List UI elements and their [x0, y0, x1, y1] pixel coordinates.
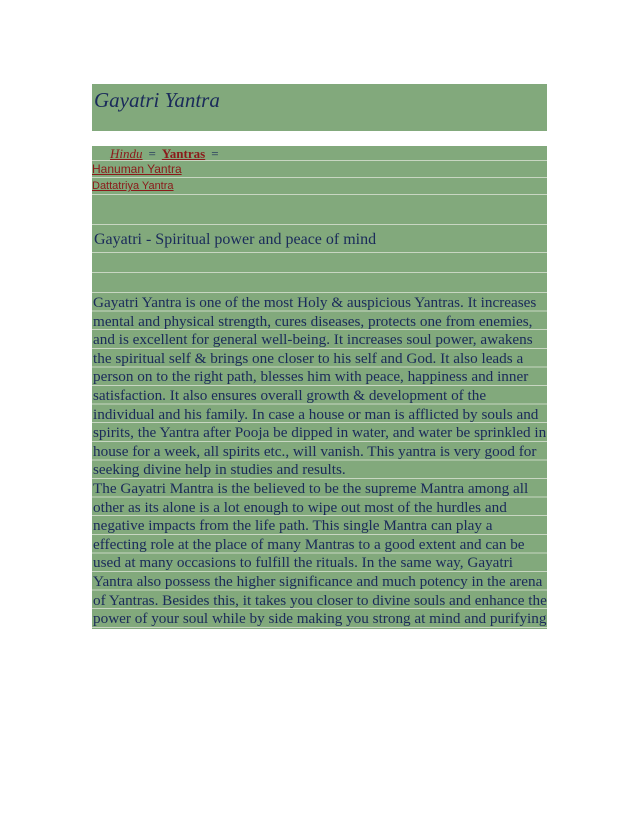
page-title: Gayatri Yantra	[94, 88, 220, 112]
separator: =	[211, 146, 219, 161]
paragraph: Gayatri Yantra is one of the most Holy & auspicious Yantras. It increases mental and physical strength, cures diseases, protects one from enemies, and is excellent for general well-being. It increases soul power, awakens the spiritual self & brings one closer to his self and God. It also leads a person on to the right path, blesses him with peace, happiness and inner satisfaction. It also ensures overall growth & development of the individual and his family. In case a house or man is afflicted by souls and spirits, the Yantra after Pooja be dipped in water, and water be sprinkled in house for a week, all spirits etc., will vanish. This yantra is very good for seeking divine help in studies and results.	[93, 294, 547, 479]
paragraph: The Gayatri Mantra is the believed to be the supreme Mantra among all other as its alone is a lot enough to wipe out most of the hurdles and negative impacts from the life path. This single Mantra can play a effecting role at the place of many Mantras to a good extent and can be used at many occasions to fulfill the rituals. In the same way, Gayatri Yantra also possess the higher significance and much potency in the arena of Yantras. Besides this, it takes you closer to divine souls and enhance the power of your soul while by side making you strong at mind and purifying	[93, 479, 547, 628]
title-row	[92, 84, 547, 131]
spacer	[92, 131, 547, 146]
yantras-link[interactable]: Yantras	[161, 146, 206, 161]
separator: =	[148, 146, 156, 161]
empty-row	[92, 195, 547, 225]
empty-row	[92, 253, 547, 273]
nav-row	[92, 146, 547, 161]
breadcrumb	[110, 146, 225, 161]
hindu-link[interactable]: Hindu	[110, 146, 143, 161]
document-sheet	[92, 84, 547, 629]
dattatriya-yantra-link[interactable]: Dattatriya Yantra	[92, 178, 547, 195]
empty-row	[92, 273, 547, 293]
hanuman-yantra-link[interactable]: Hanuman Yantra	[92, 161, 547, 178]
subtitle: Gayatri - Spiritual power and peace of mind	[92, 225, 547, 253]
body-text	[92, 293, 547, 629]
